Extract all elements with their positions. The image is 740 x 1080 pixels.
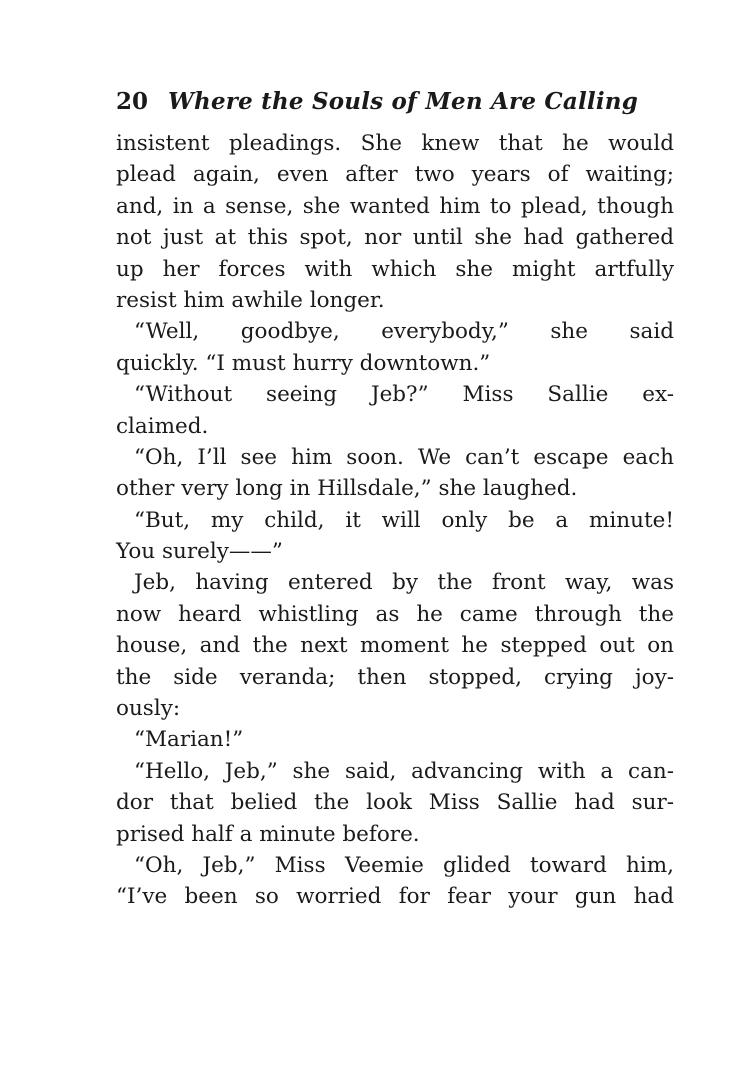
text-line: claimed.	[116, 413, 209, 439]
text-line: house, and the next moment he stepped out on	[116, 633, 674, 659]
text-line: and, in a sense, she wanted him to plead, though	[116, 193, 674, 219]
text-line: insistent pleadings. She knew that he would	[116, 131, 674, 156]
running-title: Where the Souls of Men Are Calling	[168, 88, 639, 115]
page-number: 20	[116, 88, 149, 115]
text-line: “Marian!”	[134, 727, 244, 753]
text-line: plead again, even after two years of waiting;	[116, 162, 674, 188]
text-line: ously:	[116, 696, 181, 722]
text-line: You surely——”	[116, 539, 283, 565]
book-page	[116, 88, 674, 913]
text-line: “Well, goodbye, everybody,” she said	[134, 319, 674, 345]
text-line: dor that belied the look Miss Sallie had sur-	[116, 790, 674, 816]
text-line: resist him awhile longer.	[116, 287, 385, 313]
text-line: other very long in Hillsdale,” she laughed.	[116, 476, 578, 502]
running-header	[116, 88, 674, 122]
body-text	[116, 128, 674, 913]
text-line: the side veranda; then stopped, crying joy-	[116, 664, 674, 690]
text-line: prised half a minute before.	[116, 821, 420, 847]
text-line: “Oh, I’ll see him soon. We can’t escape each	[134, 444, 674, 470]
text-line: quickly. “I must hurry downtown.”	[116, 350, 491, 376]
text-line: “Without seeing Jeb?” Miss Sallie ex-	[134, 382, 674, 408]
text-line: not just at this spot, nor until she had gathered	[116, 225, 674, 251]
text-line: “Hello, Jeb,” she said, advancing with a can-	[134, 758, 674, 784]
text-line: “I’ve been so worried for fear your gun had	[116, 884, 674, 910]
text-line: “But, my child, it will only be a minute!	[134, 507, 674, 533]
text-line: up her forces with which she might artfully	[116, 256, 674, 282]
text-line: now heard whistling as he came through the	[116, 601, 674, 627]
text-line: Jeb, having entered by the front way, was	[134, 570, 674, 596]
text-line: “Oh, Jeb,” Miss Veemie glided toward him,	[134, 852, 674, 878]
